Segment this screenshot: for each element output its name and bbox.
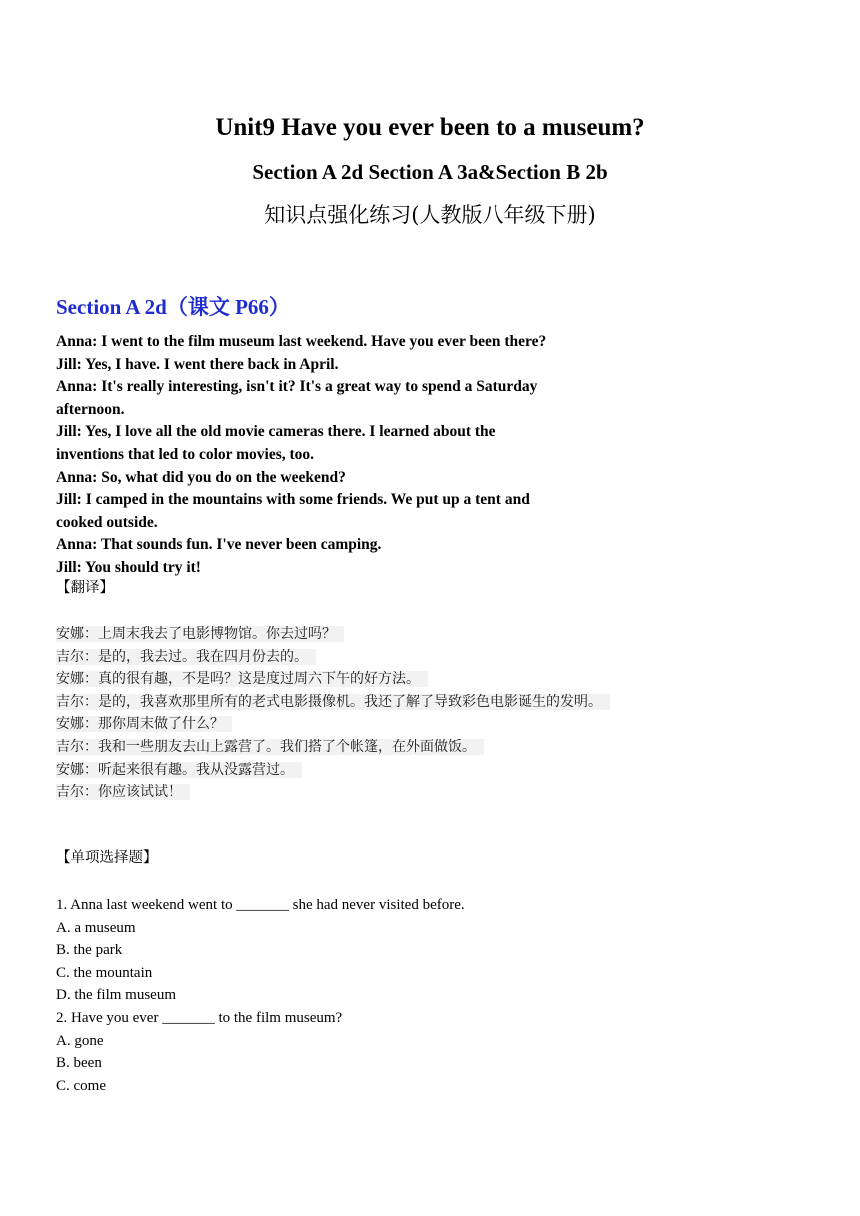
option-line: A. a museum [56, 919, 136, 936]
dialogue-line: Anna: So, what did you do on the weekend? [56, 468, 346, 486]
dialogue-line: Jill: Yes, I love all the old movie cameras there. I learned about the [56, 423, 496, 441]
dialogue-line: inventions that led to color movies, too. [56, 445, 315, 463]
section-heading: Section A 2d（课文 P66） [56, 295, 290, 319]
dialogue-line: afternoon. [56, 400, 125, 418]
exercise-label: 【单项选择题】 [56, 850, 158, 866]
option-line: B. the park [56, 942, 123, 959]
dialogue-line: Jill: I camped in the mountains with some friends. We put up a tent and [56, 491, 530, 509]
document-title: Unit9 Have you ever been to a museum? [215, 114, 645, 141]
option-line: C. come [56, 1077, 106, 1094]
option-line: C. the mountain [56, 964, 153, 981]
translation-line: 安娜：听起来很有趣。我从没露营过。 [56, 759, 610, 782]
translation-line: 安娜：真的很有趣，不是吗？这是度过周六下午的好方法。 [56, 668, 610, 691]
document-subtitle: Section A 2d Section A 3a&Section B 2b [252, 160, 608, 184]
translation-line: 吉尔：你应该试试！ [56, 781, 610, 804]
option-line: B. been [56, 1055, 102, 1072]
option-line: A. gone [56, 1032, 104, 1049]
translation-line: 安娜：那你周末做了什么？ [56, 713, 610, 736]
dialogue-line: cooked outside. [56, 513, 158, 531]
translation-line: 安娜：上周末我去了电影博物馆。你去过吗？ [56, 623, 610, 646]
dialogue-text [56, 331, 656, 580]
multiple-choice-questions [56, 894, 465, 1097]
question-line: 1. Anna last weekend went to _______ she had never visited before. [56, 897, 465, 913]
translation-text [56, 623, 610, 804]
translation-line: 吉尔：是的，我喜欢那里所有的老式电影摄像机。我还了解了导致彩色电影诞生的发明。 [56, 691, 610, 714]
dialogue-line: Anna: I went to the film museum last weekend. Have you ever been there? [56, 333, 547, 350]
option-line: D. the film museum [56, 987, 176, 1004]
dialogue-line: Jill: Yes, I have. I went there back in April. [56, 355, 339, 373]
dialogue-line: Anna: It's really interesting, isn't it? It's a great way to spend a Saturday [56, 378, 538, 396]
translation-label: 【翻译】 [56, 580, 114, 596]
dialogue-line: Jill: You should try it! [56, 558, 201, 576]
question-line: 2. Have you ever _______ to the film museum? [56, 1009, 343, 1026]
translation-line: 吉尔：我和一些朋友去山上露营了。我们搭了个帐篷，在外面做饭。 [56, 736, 610, 759]
document-subtitle-chinese: 知识点强化练习(人教版八年级下册) [264, 203, 596, 227]
translation-line: 吉尔：是的，我去过。我在四月份去的。 [56, 646, 610, 669]
dialogue-line: Anna: That sounds fun. I've never been camping. [56, 536, 382, 554]
